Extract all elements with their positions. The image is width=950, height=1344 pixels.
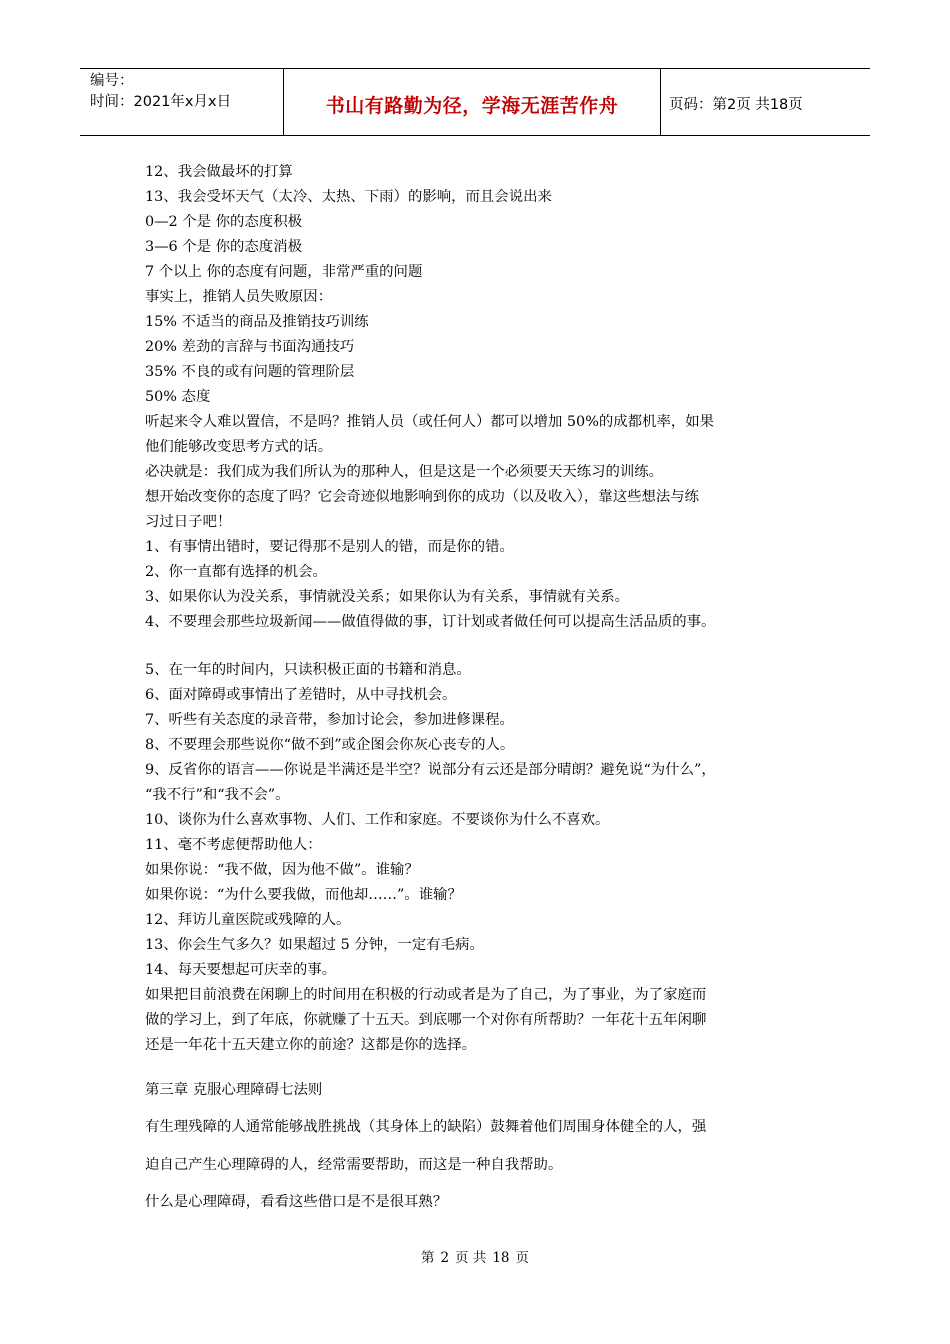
text-line: 想开始改变你的态度了吗？它会奇迹似地影响到你的成功（以及收入），靠这些想法与练 bbox=[145, 489, 700, 505]
text-line: 迫自己产生心理障碍的人，经常需要帮助，而这是一种自我帮助。 bbox=[145, 1157, 563, 1173]
chapter-heading: 第三章 克服心理障碍七法则 bbox=[145, 1082, 323, 1098]
text-line: 听起来令人难以置信，不是吗？推销人员（或任何人）都可以增加 50%的成都机率，如果 bbox=[145, 414, 715, 430]
text-line: 6、面对障碍或事情出了差错时，从中寻找机会。 bbox=[145, 687, 457, 703]
header-motto: 书山有路勤为径，学海无涯苦作舟 bbox=[325, 95, 619, 117]
text-line: 什么是心理障碍，看看这些借口是不是很耳熟？ bbox=[145, 1194, 448, 1210]
text-line: 必决就是：我们成为我们所认为的那种人，但是这是一个必须要天天练习的训练。 bbox=[145, 464, 664, 480]
text-line: 3、如果你认为没关系，事情就没关系；如果你认为有关系，事情就有关系。 bbox=[145, 589, 630, 605]
page-header bbox=[80, 68, 870, 136]
text-line: 15% 不适当的商品及推销技巧训练 bbox=[145, 314, 369, 330]
text-line: 11、毫不考虑便帮助他人： bbox=[145, 837, 322, 853]
text-line: 35% 不良的或有问题的管理阶层 bbox=[145, 364, 355, 380]
text-line: 10、谈你为什么喜欢事物、人们、工作和家庭。不要谈你为什么不喜欢。 bbox=[145, 812, 610, 828]
text-line: 习过日子吧！ bbox=[145, 514, 232, 530]
text-line: 12、拜访儿童医院或残障的人。 bbox=[145, 912, 351, 928]
time-label: 时间：2021年x月x日 bbox=[90, 94, 232, 110]
footer-prefix: 第 bbox=[420, 1250, 435, 1266]
footer-middle: 页 共 bbox=[455, 1250, 487, 1266]
header-middle-cell bbox=[283, 69, 661, 135]
text-line: 14、每天要想起可庆幸的事。 bbox=[145, 962, 336, 978]
text-line: 5、在一年的时间内，只读积极正面的书籍和消息。 bbox=[145, 662, 471, 678]
text-line: 20% 差劲的言辞与书面沟通技巧 bbox=[145, 339, 355, 355]
text-line: 13、你会生气多久？如果超过 5 分钟，一定有毛病。 bbox=[145, 937, 484, 953]
text-line: 12、我会做最坏的打算 bbox=[145, 164, 293, 180]
header-right-cell bbox=[661, 69, 870, 135]
text-line: 8、不要理会那些说你“做不到”或企图会你灰心丧专的人。 bbox=[145, 737, 515, 753]
text-line: 还是一年花十五天建立你的前途？这都是你的选择。 bbox=[145, 1037, 476, 1053]
text-line: 有生理残障的人通常能够战胜挑战（其身体上的缺陷）鼓舞着他们周围身体健全的人，强 bbox=[145, 1119, 707, 1135]
header-page-label: 页码：第2页 共18页 bbox=[669, 97, 803, 113]
text-line: “我不行”和“我不会”。 bbox=[145, 787, 290, 803]
text-line: 7 个以上 你的态度有问题，非常严重的问题 bbox=[145, 264, 423, 280]
footer-suffix: 页 bbox=[515, 1250, 530, 1266]
text-line: 1、有事情出错时，要记得那不是别人的错，而是你的错。 bbox=[145, 539, 514, 555]
text-line: 7、听些有关态度的录音带，参加讨论会，参加进修课程。 bbox=[145, 712, 514, 728]
page-footer bbox=[0, 1246, 950, 1266]
text-line: 13、我会受坏天气（太冷、太热、下雨）的影响，而且会说出来 bbox=[145, 189, 552, 205]
text-line: 9、反省你的语言——你说是半满还是半空？说部分有云还是部分晴朗？避免说“为什么”， bbox=[145, 762, 716, 778]
text-line: 0—2 个是 你的态度积极 bbox=[145, 214, 302, 230]
text-line: 如果你说：“我不做，因为他不做”。谁输？ bbox=[145, 862, 419, 878]
text-line: 做的学习上，到了年底，你就赚了十五天。到底哪一个对你有所帮助？一年花十五年闲聊 bbox=[145, 1012, 707, 1028]
text-line: 2、你一直都有选择的机会。 bbox=[145, 564, 327, 580]
text-line: 如果把目前浪费在闲聊上的时间用在积极的行动或者是为了自己，为了事业，为了家庭而 bbox=[145, 987, 707, 1003]
text-line: 如果你说：“为什么要我做，而他却……”。谁输？ bbox=[145, 887, 462, 903]
footer-total-pages: 18 bbox=[492, 1250, 510, 1266]
text-line: 事实上，推销人员失败原因： bbox=[145, 289, 333, 305]
number-label: 编号： bbox=[90, 73, 134, 89]
text-line: 50% 态度 bbox=[145, 389, 211, 405]
footer-page-number: 2 bbox=[440, 1250, 450, 1266]
text-line: 4、不要理会那些垃圾新闻——做值得做的事，订计划或者做任何可以提高生活品质的事。 bbox=[145, 614, 716, 630]
text-line: 他们能够改变思考方式的话。 bbox=[145, 439, 333, 455]
text-line: 3—6 个是 你的态度消极 bbox=[145, 239, 302, 255]
header-left-cell bbox=[80, 69, 283, 135]
